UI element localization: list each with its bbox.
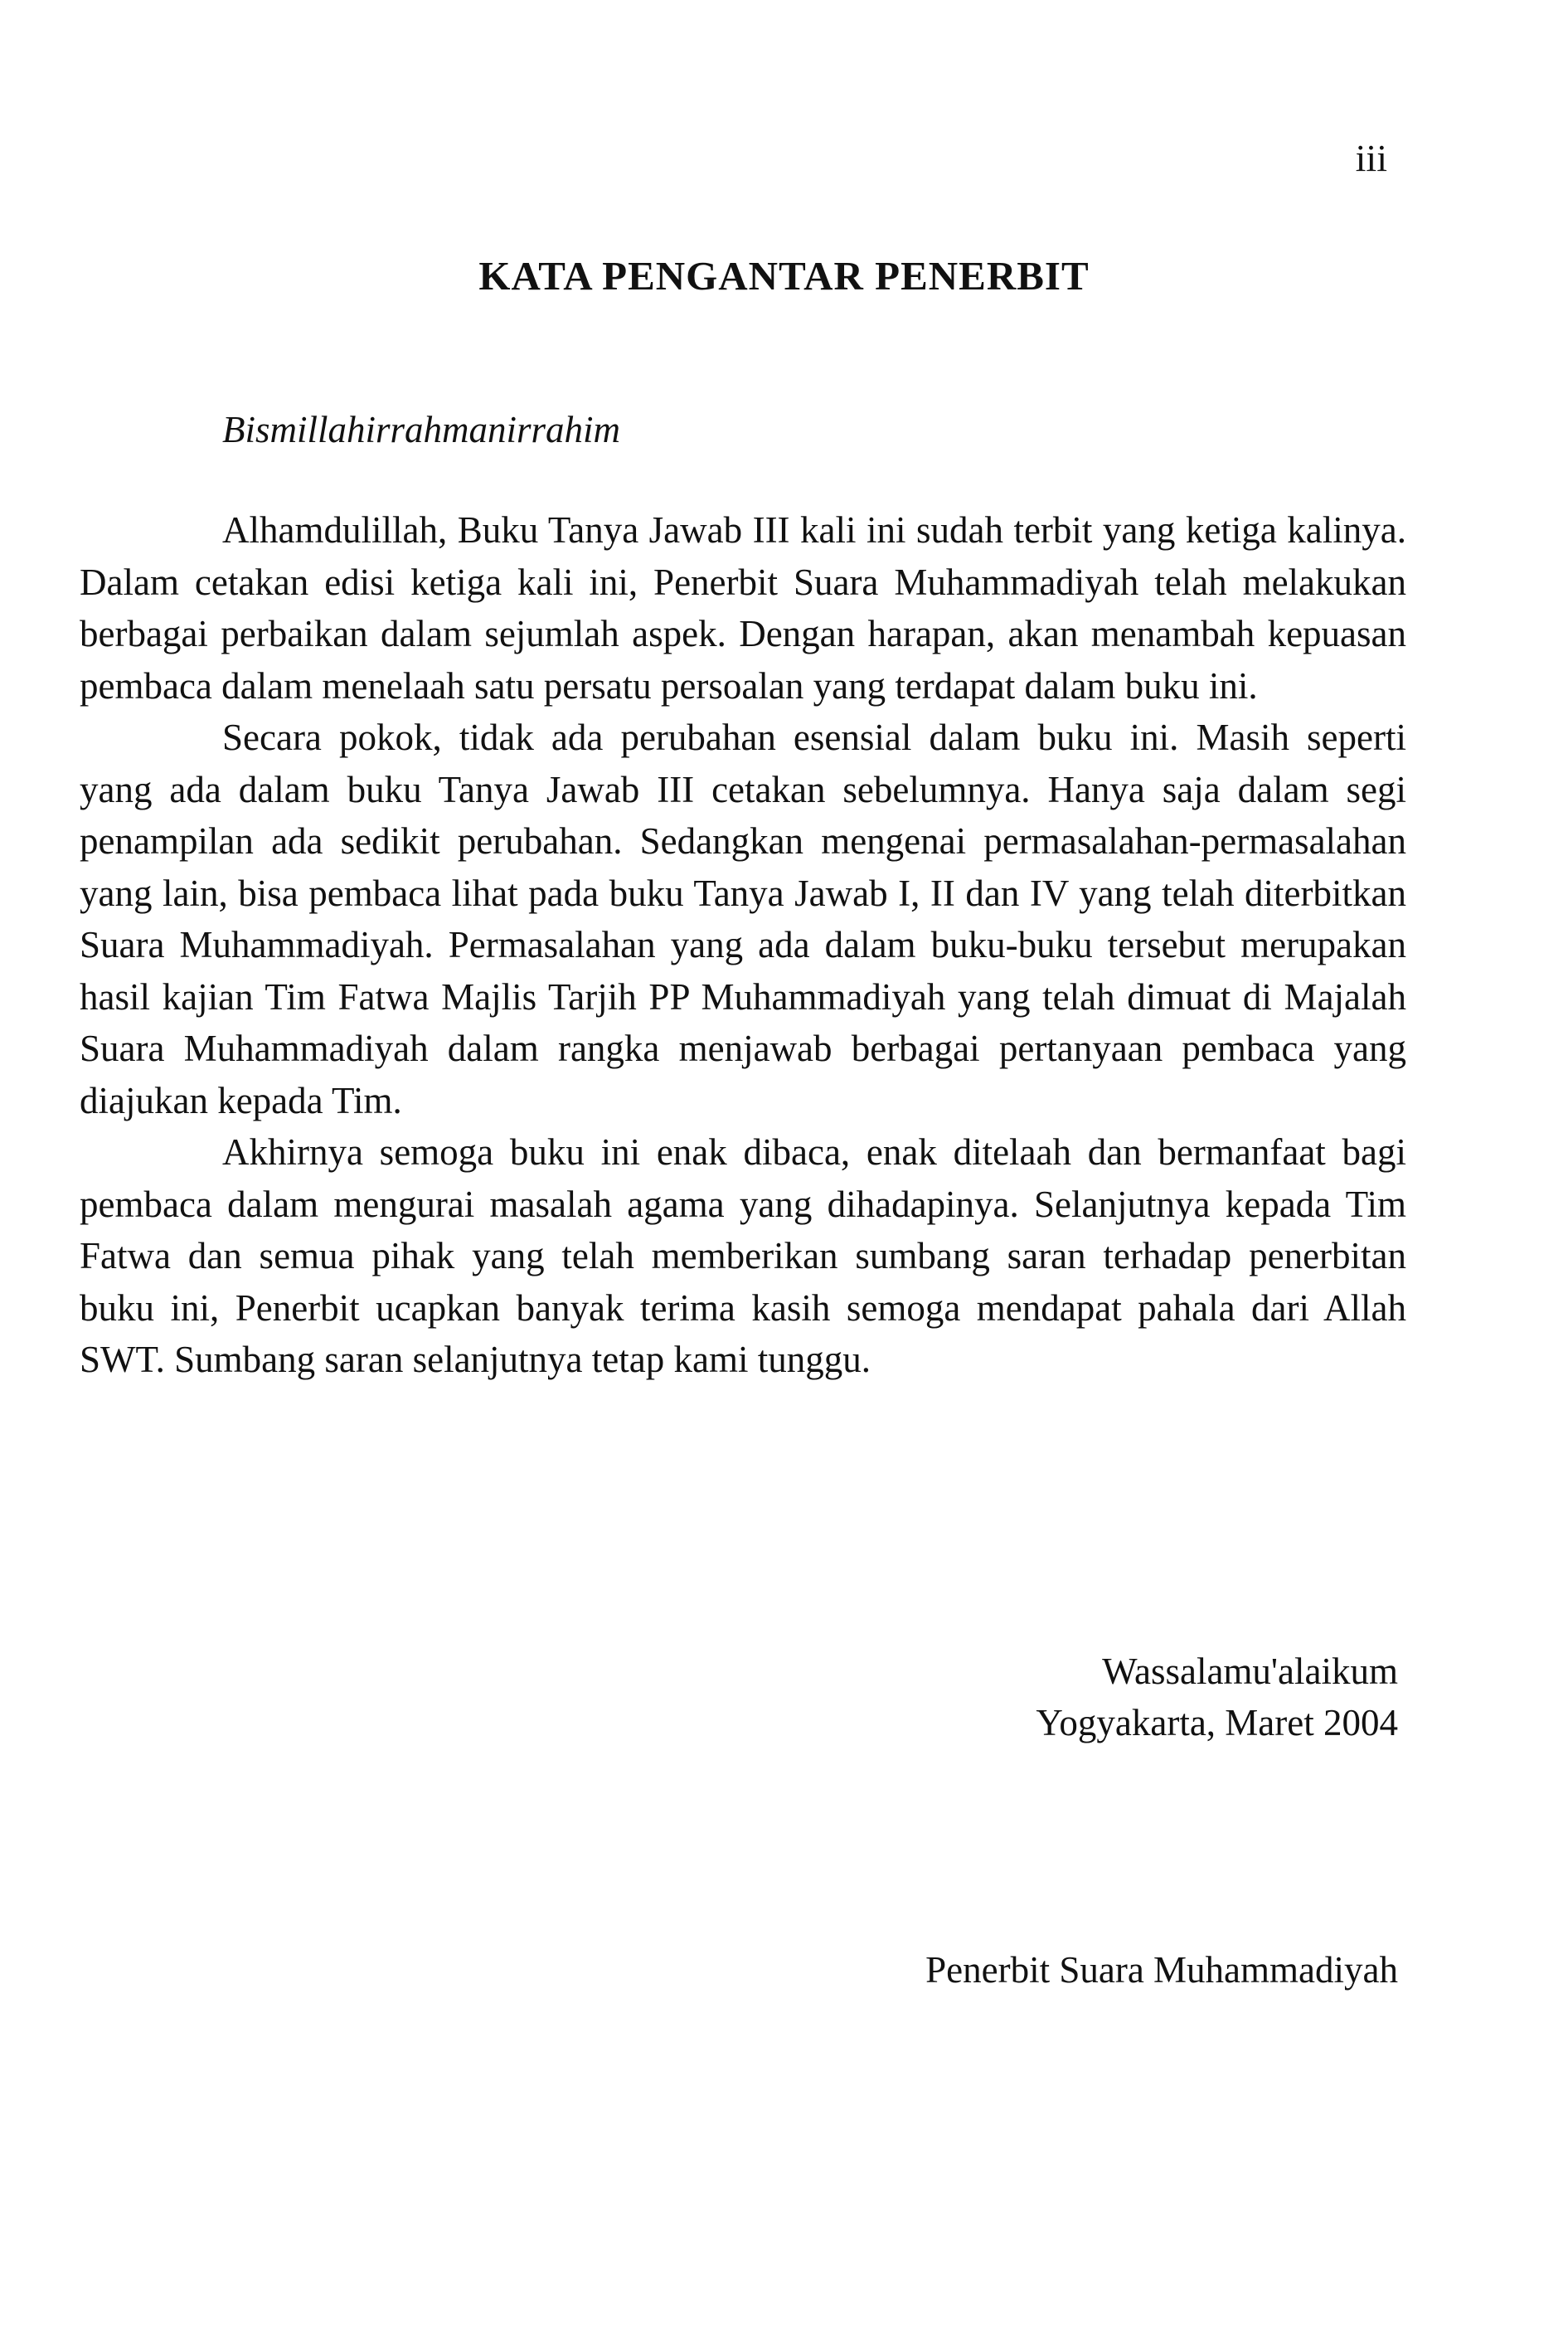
closing-signature: Penerbit Suara Muhammadiyah — [925, 1949, 1398, 1991]
closing-place-date: Yogyakarta, Maret 2004 — [1036, 1702, 1398, 1743]
closing-greeting: Wassalamu'alaikum — [1102, 1651, 1398, 1692]
paragraph-1: Alhamdulillah, Buku Tanya Jawab III kali ini sudah terbit yang ketiga kalinya. Dalam cetakan edisi ketiga kali ini, Penerbit Suara Muhammadiyah telah melakukan berbagai perbaikan dalam sejumlah aspek. Dengan harapan, akan menambah kepuasan pembaca dalam menelaah satu persatu persoalan yang terdapat dalam buku ini. — [80, 509, 1406, 707]
page-number: iii — [1355, 137, 1387, 179]
paragraph-2: Secara pokok, tidak ada perubahan esensial dalam buku ini. Masih seperti yang ada dalam buku Tanya Jawab III cetakan sebelumnya. Hanya saja dalam segi penampilan ada sedikit perubahan. Sedangkan mengenai permasalahan-permasalahan yang lain, bisa pembaca lihat pada buku Tanya Jawab I, II dan IV yang telah diterbitkan Suara Muhammadiyah. Permasalahan yang ada dalam buku-buku tersebut merupakan hasil kajian Tim Fatwa Majlis Tarjih PP Muhammadiyah yang telah dimuat di Majalah Suara Muhammadiyah dalam rangka menjawab berbagai pertanyaan pembaca yang diajukan kepada Tim. — [80, 717, 1406, 1121]
page-title: KATA PENGANTAR PENERBIT — [478, 253, 1090, 299]
body-text — [80, 504, 1406, 1386]
paragraph-3: Akhirnya semoga buku ini enak dibaca, enak ditelaah dan bermanfaat bagi pembaca dalam mengurai masalah agama yang dihadapinya. Selanjutnya kepada Tim Fatwa dan semua pihak yang telah memberikan sumbang saran terhadap penerbitan buku ini, Penerbit ucapkan banyak terima kasih semoga mendapat pahala dari Allah SWT. Sumbang saran selanjutnya tetap kami tunggu. — [80, 1131, 1406, 1380]
salutation: Bismillahirrahmanirrahim — [222, 409, 621, 450]
